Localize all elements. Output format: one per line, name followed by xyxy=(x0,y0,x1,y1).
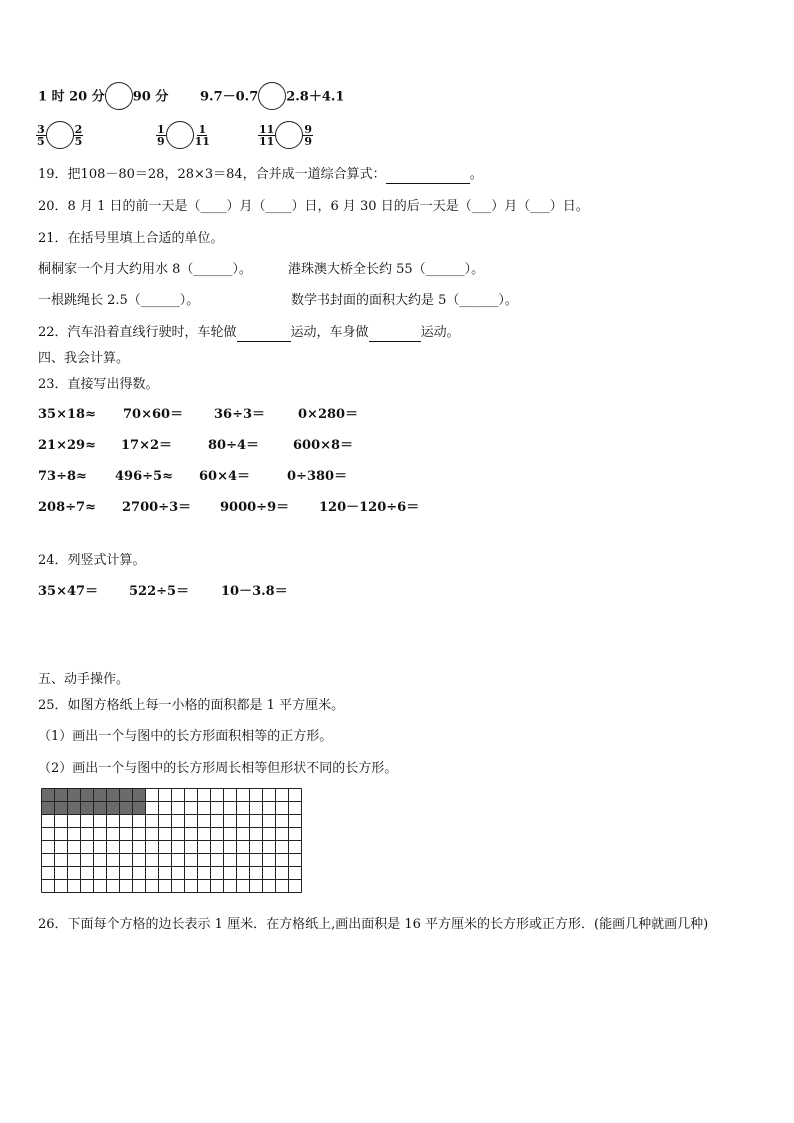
question-19 xyxy=(38,166,483,184)
calc-item: 36÷3＝ xyxy=(214,407,266,422)
answer-circle[interactable] xyxy=(105,82,133,110)
question-21-c: 一根跳绳长 2.5（______）。 xyxy=(38,293,200,308)
fraction: $\frac{9}{9}$ xyxy=(304,123,312,148)
question-19-end: 。 xyxy=(469,167,483,182)
compare-a-right: 90 分 xyxy=(132,89,169,105)
calc-item: 2700÷3＝ xyxy=(122,500,192,515)
fraction-compare-3 xyxy=(258,124,313,147)
fraction: $\frac{3}{5}$ xyxy=(37,123,45,148)
fraction: $\frac{2}{5}$ xyxy=(74,123,83,148)
vertical-calc-item: 10－3.8＝ xyxy=(221,584,288,599)
fraction: $\frac{1}{9}$ xyxy=(157,123,165,148)
calc-item: 0×280＝ xyxy=(298,407,359,422)
question-19-text: 19．把108－80＝28，28×3＝84，合并成一道综合算式： xyxy=(38,167,386,182)
question-24-title: 24．列竖式计算。 xyxy=(38,553,146,568)
fraction: $\frac{11}{11}$ xyxy=(259,123,275,148)
calc-item: 496÷5≈ xyxy=(115,469,173,484)
vertical-calc-item: 35×47＝ xyxy=(38,584,99,599)
vertical-calc-item: 522÷5＝ xyxy=(129,584,190,599)
question-20: 20．8 月 1 日的前一天是（____）月（____）日，6 月 30 日的后一天是（___）月（___）日。 xyxy=(38,199,589,214)
question-21-b: 港珠澳大桥全长约 55（______）。 xyxy=(288,262,485,277)
answer-blank[interactable] xyxy=(386,169,470,184)
answer-blank[interactable] xyxy=(369,327,421,342)
calc-item: 0÷380＝ xyxy=(287,469,348,484)
compare-b-right: 2.8＋4.1 xyxy=(286,89,345,105)
calc-item: 120－120÷6＝ xyxy=(319,500,420,515)
question-22 xyxy=(38,324,460,342)
section-4-heading: 四、我会计算。 xyxy=(38,351,130,366)
compare-a-left: 1 时 20 分 xyxy=(38,89,105,105)
fraction-compare-1 xyxy=(36,124,83,147)
fraction-compare-2 xyxy=(156,124,211,147)
answer-circle[interactable] xyxy=(166,121,194,149)
question-25-title: 25．如图方格纸上每一小格的面积都是 1 平方厘米。 xyxy=(38,698,345,713)
question-21-d: 数学书封面的面积大约是 5（______）。 xyxy=(291,293,518,308)
question-21-title: 21．在括号里填上合适的单位。 xyxy=(38,231,224,246)
compare-row-1 xyxy=(38,88,168,107)
square-grid[interactable] xyxy=(41,788,305,898)
compare-row-1-b xyxy=(200,88,344,107)
question-22-part2: 运动，车身做 xyxy=(290,325,369,340)
question-25-sub-1: （1）画出一个与图中的长方形面积相等的正方形。 xyxy=(38,729,333,744)
question-22-part3: 运动。 xyxy=(420,325,460,340)
calc-item: 17×2＝ xyxy=(121,438,173,453)
question-22-part1: 22．汽车沿着直线行驶时，车轮做 xyxy=(38,325,237,340)
compare-b-left: 9.7－0.7 xyxy=(200,89,259,105)
question-21-a: 桐桐家一个月大约用水 8（______）。 xyxy=(38,262,252,277)
calc-item: 208÷7≈ xyxy=(38,500,96,515)
fraction: $\frac{1}{11}$ xyxy=(194,123,210,148)
answer-circle[interactable] xyxy=(258,82,286,110)
calc-item: 73÷8≈ xyxy=(38,469,87,484)
answer-circle[interactable] xyxy=(275,121,303,149)
question-26: 26．下面每个方格的边长表示 1 厘米．在方格纸上,画出面积是 16 平方厘米的长方形或正方形．(能画几种就画几种) xyxy=(38,917,709,932)
section-5-heading: 五、动手操作。 xyxy=(38,672,130,687)
calc-item: 35×18≈ xyxy=(38,407,96,422)
question-23-title: 23．直接写出得数。 xyxy=(38,377,159,392)
answer-circle[interactable] xyxy=(46,121,74,149)
calc-item: 80÷4＝ xyxy=(208,438,260,453)
question-25-sub-2: （2）画出一个与图中的长方形周长相等但形状不同的长方形。 xyxy=(38,761,398,776)
calc-item: 21×29≈ xyxy=(38,438,96,453)
calc-item: 60×4＝ xyxy=(199,469,251,484)
answer-blank[interactable] xyxy=(237,327,291,342)
calc-item: 600×8＝ xyxy=(293,438,354,453)
calc-item: 70×60＝ xyxy=(123,407,184,422)
calc-item: 9000÷9＝ xyxy=(220,500,290,515)
